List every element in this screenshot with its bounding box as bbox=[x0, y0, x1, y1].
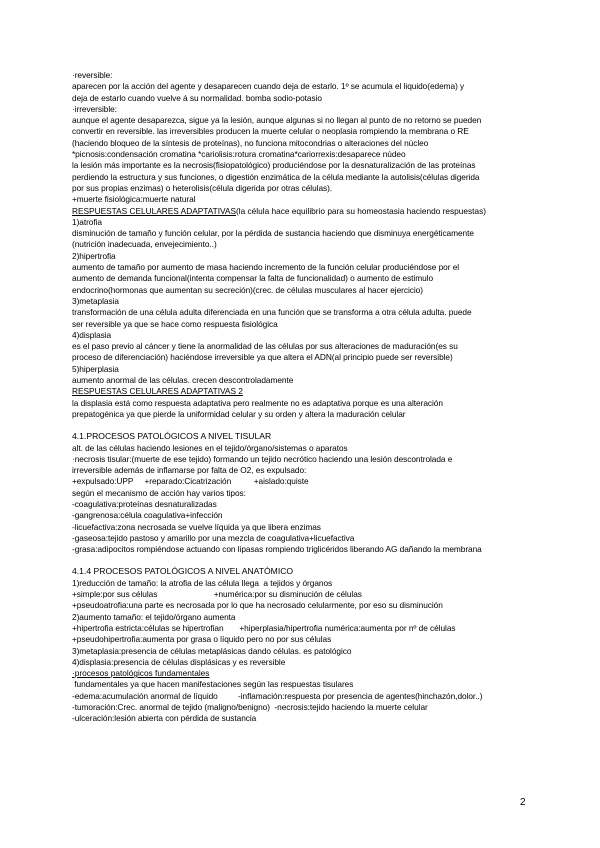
adaptive-responses-heading-note: (la célula hace equilibrio para su homeostasia haciendo respuestas) bbox=[236, 205, 486, 216]
fundamental-processes-heading: ·procesos patológicos fundamentales bbox=[72, 668, 210, 679]
text-line: aparecen por la acción del agente y desaparecen cuando deja de estarlo. 1º se acumula el liquido(edema) y bbox=[72, 81, 465, 92]
adaptive-responses-heading-2: RESPUESTAS CELULARES ADAPTATIVAS 2 bbox=[72, 386, 243, 397]
text-line: 3)metaplasia bbox=[72, 295, 119, 306]
text-line: aunque el agente desaparezca, sigue ya la lesión, aunque algunas si no llegan al punto de no retorno se pueden bbox=[72, 115, 482, 126]
section-4-1-4-body-b bbox=[72, 679, 534, 724]
adaptive-responses-heading-line bbox=[72, 206, 534, 217]
text-line: -licuefactiva:zona necrosada se vuelve líquida ya que libera enzimas bbox=[72, 521, 321, 532]
text-line: -edema:acumulación anormal de líquido -inflamación:respuesta por presencia de agentes(hinchazón,dolor..) bbox=[72, 690, 483, 701]
text-line: ·reversible: bbox=[72, 70, 113, 80]
text-line: prepatogénica ya que pierde la uniformidad celular y su orden y altera la maduración celular bbox=[72, 408, 406, 419]
dysplasia-note bbox=[72, 398, 534, 421]
text-line: -coagulativa:proteínas desnaturalizadas bbox=[72, 498, 217, 509]
text-line: 1)atrofia bbox=[72, 216, 102, 227]
text-line: +hipertrofia estricta:células se hipertrofian +hiperplasia/hipertrofia numérica:aumenta por nº de células bbox=[72, 622, 456, 633]
text-line: -grasa:adipocitos rompiéndose actuando con lipasas rompiendo triglicéridos liberando AG dañando la membrana bbox=[72, 544, 482, 555]
fundamental-processes-heading-line bbox=[72, 668, 534, 679]
text-line: alt. de las células haciendo lesiones en el tejido/órgano/sistemas o aparatos bbox=[72, 442, 348, 453]
text-line: (haciendo bloqueo de la síntesis de proteínas), no funciona mitocondrias o alteraciones del núcleo bbox=[72, 137, 429, 148]
text-line: aumento de tamaño por aumento de masa haciendo incremento de la función celular produciéndose por el bbox=[72, 262, 460, 273]
text-line: convertir en reversible. las irreversibles producen la muerte celular o neoplasia rompiendo la membrana o RE bbox=[72, 126, 469, 137]
text-line: -gaseosa:tejido pastoso y amarillo por una mezcla de coagulativa+licuefactiva bbox=[72, 532, 355, 543]
text-line: 2)aumento tamaño: el tejido/órgano aumenta bbox=[72, 611, 236, 622]
text-line: fundamentales ya que hacen manifestaciones según las respuestas tisulares bbox=[72, 679, 354, 690]
text-line: por sus propias enzimas) o heterolisis(célula digerida por otras células). bbox=[72, 182, 333, 193]
text-line: +expulsado:UPP +reparado:Cicatrización +aislado:quiste bbox=[72, 476, 309, 487]
text-line: es el paso previo al cáncer y tiene la anormalidad de las células por sus alteraciones de maduración(es su bbox=[72, 341, 458, 352]
text-line: -ulceración:lesión abierta con pérdida de sustancia bbox=[72, 713, 257, 724]
text-line: según el mecanismo de acción hay varios tipos: bbox=[72, 487, 246, 498]
text-line: transformación de una célula adulta diferenciada en una función que se transforma a otra célula adulta. puede bbox=[72, 307, 472, 318]
text-line: +pseudohipertrofia:aumenta por grasa o líquido pero no por sus células bbox=[72, 634, 332, 645]
text-line: 4)displasia:presencia de células displásicas y es reversible bbox=[72, 656, 286, 667]
adaptive-responses-heading: RESPUESTAS CELULARES ADAPTATIVAS bbox=[72, 205, 236, 216]
text-line: la lesión más importante es la necrosis(fisiopatológico) produciéndose por la desnaturalización de las proteínas bbox=[72, 160, 476, 171]
text-line: disminución de tamaño y función celular, por la pérdida de sustancia haciendo que disminuya energéticamente bbox=[72, 228, 474, 239]
text-line: aumento de demanda funcional(intenta compensar la falta de funcionalidad) o aumento de estimulo bbox=[72, 273, 434, 284]
page-number: 2 bbox=[520, 797, 526, 808]
text-line: endocrino(hormonas que aumentan su secreción)(crec. de células musculares al hacer ejercicio) bbox=[72, 284, 423, 295]
text-line: ·necrosis tisular:(muerte de ese tejido) formando un tejido necrótico haciendo una lesión descontrolada e bbox=[72, 453, 453, 464]
text-line: 2)hipertrofia bbox=[72, 250, 116, 261]
text-line: 5)hiperplasia bbox=[72, 363, 119, 374]
section-4-1-title: 4.1.PROCESOS PATOLÓGICOS A NIVEL TISULAR bbox=[72, 431, 272, 442]
adaptive-responses-list bbox=[72, 217, 534, 386]
section-4-1-4-title: 4.1.4 PROCESOS PATOLÓGICOS A NIVEL ANATÓMICO bbox=[72, 566, 294, 577]
text-line: 1)reducción de tamaño: la atrofia de las célula llega a tejidos y órganos bbox=[72, 577, 333, 588]
text-line: aumento anormal de las células. crecen descontroladamente bbox=[72, 375, 294, 386]
text-line: irreversible además de inflamarse por falta de O2, es expulsado: bbox=[72, 465, 307, 476]
document-page bbox=[72, 70, 534, 725]
text-line: deja de estarlo cuando vuelve á su normalidad. bomba sodio-potasio bbox=[72, 92, 322, 103]
text-line: (nutrición inadecuada, envejecimiento..) bbox=[72, 239, 217, 250]
text-line: ser reversible ya que se hace como respuesta fisiológica bbox=[72, 318, 278, 329]
reversibility-section bbox=[72, 70, 534, 206]
text-line: +pseudoatrofia:una parte es necrosada por lo que ha necrosado celularmente, por eso su disminución bbox=[72, 600, 443, 611]
text-line: 3)metaplasia:presencia de células metaplásicas dando células. es patológico bbox=[72, 645, 352, 656]
text-line: +muerte fisiológica:muerte natural bbox=[72, 194, 196, 205]
text-line: -gangrenosa:célula coagulativa+infección bbox=[72, 510, 223, 521]
text-line: *picnosis:condensación cromatina *cariolisis:rotura cromatina*cariorrexis:desaparece núdeo bbox=[72, 149, 406, 160]
text-line: 4)displasia bbox=[72, 329, 112, 340]
text-line: proceso de diferenciación) haciéndose irreversible ya que altera el ADN(al principio puede ser reversible) bbox=[72, 352, 453, 363]
text-line: -tumoración:Crec. anormal de tejido (maligno/benigno) -necrosis:tejido haciendo la muerte celular bbox=[72, 702, 428, 713]
text-line: perdiendo la estructura y sus funciones, o digestión enzimática de la célula mediante la autolisis(células digerida bbox=[72, 171, 480, 182]
text-line: +simple:por sus células +numérica:por su disminución de células bbox=[72, 589, 362, 600]
section-4-1-body bbox=[72, 443, 534, 556]
text-line: ·irreversible: bbox=[72, 103, 117, 114]
section-4-1-4-body-a bbox=[72, 578, 534, 668]
adaptive-responses-heading-2-line bbox=[72, 386, 534, 397]
text-line: la displasia está como respuesta adaptativa pero realmente no es adaptativa porque es una alteración bbox=[72, 397, 443, 408]
